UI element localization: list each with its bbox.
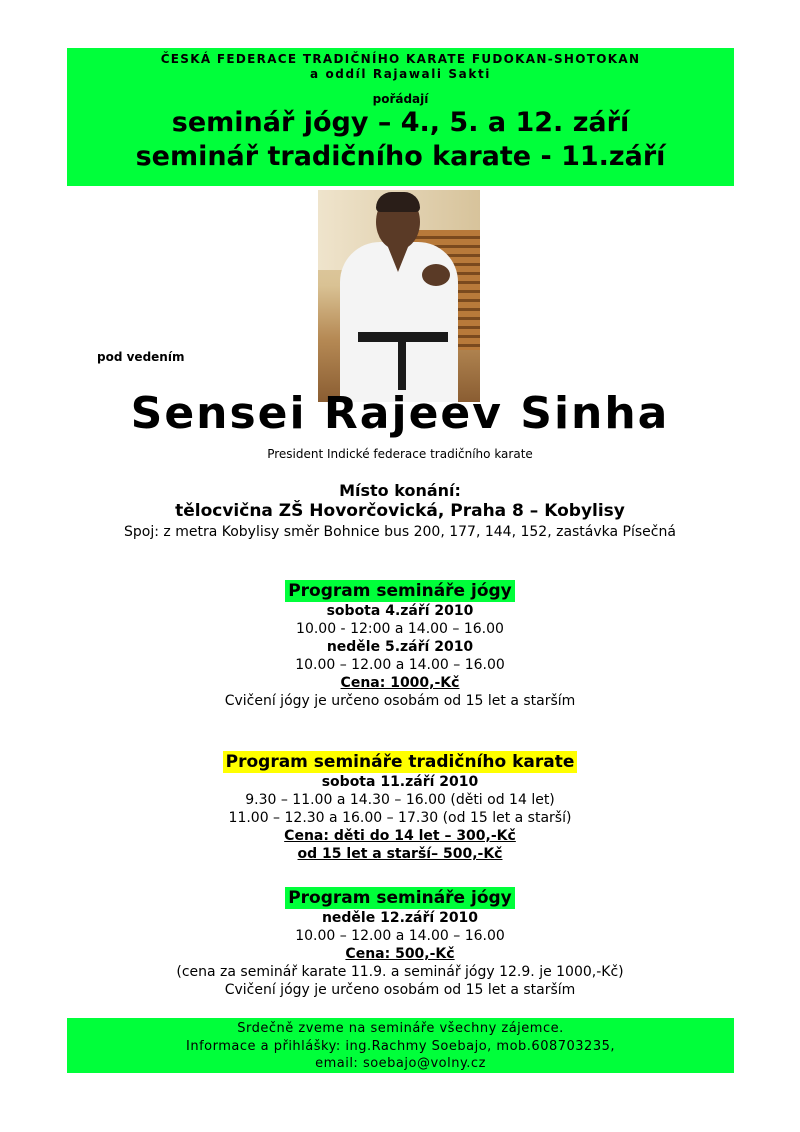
yoga-program-1-time1: 10.00 - 12:00 a 14.00 – 16.00 [296,621,504,637]
organization-name: ČESKÁ FEDERACE TRADIČNÍHO KARATE FUDOKAN-SHOTOKAN [160,52,641,66]
footer-email: email: soebajo@volny.cz [315,1056,486,1071]
yoga-program-1-day1: sobota 4.září 2010 [326,603,474,619]
karate-program-heading: Program semináře tradičního karate [223,751,578,773]
yoga-program-2-note: Cvičení jógy je určeno osobám od 15 let a starším [224,982,576,998]
club-name: a oddíl Rajawali Sakti [309,67,491,81]
karate-program-time-adults: 11.00 – 12.30 a 16.00 – 17.30 (od 15 let a starší) [228,810,572,826]
header-banner [67,48,734,186]
yoga-program-1-price: Cena: 1000,-Kč [340,675,460,691]
yoga-program-1 [0,580,800,710]
organizes-label: pořádají [372,92,429,106]
yoga-program-1-time2: 10.00 – 12.00 a 14.00 – 16.00 [295,657,505,673]
karate-program [0,751,800,863]
combo-price-note: (cena za seminář karate 11.9. a seminář jógy 12.9. je 1000,-Kč) [176,964,624,980]
footer-banner [67,1018,734,1073]
karate-price-kids: Cena: děti do 14 let – 300,-Kč [284,828,516,844]
yoga-program-2-price: Cena: 500,-Kč [345,946,455,962]
yoga-program-2-day: neděle 12.září 2010 [321,910,479,926]
venue-heading: Místo konání: [339,481,461,500]
karate-seminar-title: seminář tradičního karate - 11.září [135,141,666,172]
sensei-photo [318,190,480,402]
footer-contact: Informace a přihlášky: ing.Rachmy Soebajo, mob.608703235, [186,1038,615,1054]
yoga-program-2-time: 10.00 – 12.00 a 14.00 – 16.00 [295,928,505,944]
yoga-program-2-heading: Program semináře jógy [285,887,515,909]
sensei-position: President Indické federace tradičního karate [267,447,533,461]
yoga-seminar-title: seminář jógy – 4., 5. a 12. září [171,107,630,138]
yoga-program-1-day2: neděle 5.září 2010 [326,639,474,655]
footer-invitation: Srdečně zveme na semináře všechny zájemce. [237,1021,564,1036]
venue-section [0,480,800,543]
venue-place: tělocvična ZŠ Hovorčovická, Praha 8 – Kobylisy [175,501,625,521]
under-guidance-label: pod vedením [97,350,185,364]
venue-transport: Spoj: z metra Kobylisy směr Bohnice bus 200, 177, 144, 152, zastávka Písečná [124,524,676,540]
yoga-program-1-note: Cvičení jógy je určeno osobám od 15 let a starším [224,693,576,709]
karate-program-time-kids: 9.30 – 11.00 a 14.30 – 16.00 (děti od 14 let) [245,792,555,808]
yoga-program-2 [0,887,800,999]
karate-price-adults: od 15 let a starší– 500,-Kč [297,846,503,862]
yoga-program-1-heading: Program semináře jógy [285,580,515,602]
sensei-name: Sensei Rajeev Sinha [130,388,670,439]
karate-program-day: sobota 11.září 2010 [321,774,479,790]
